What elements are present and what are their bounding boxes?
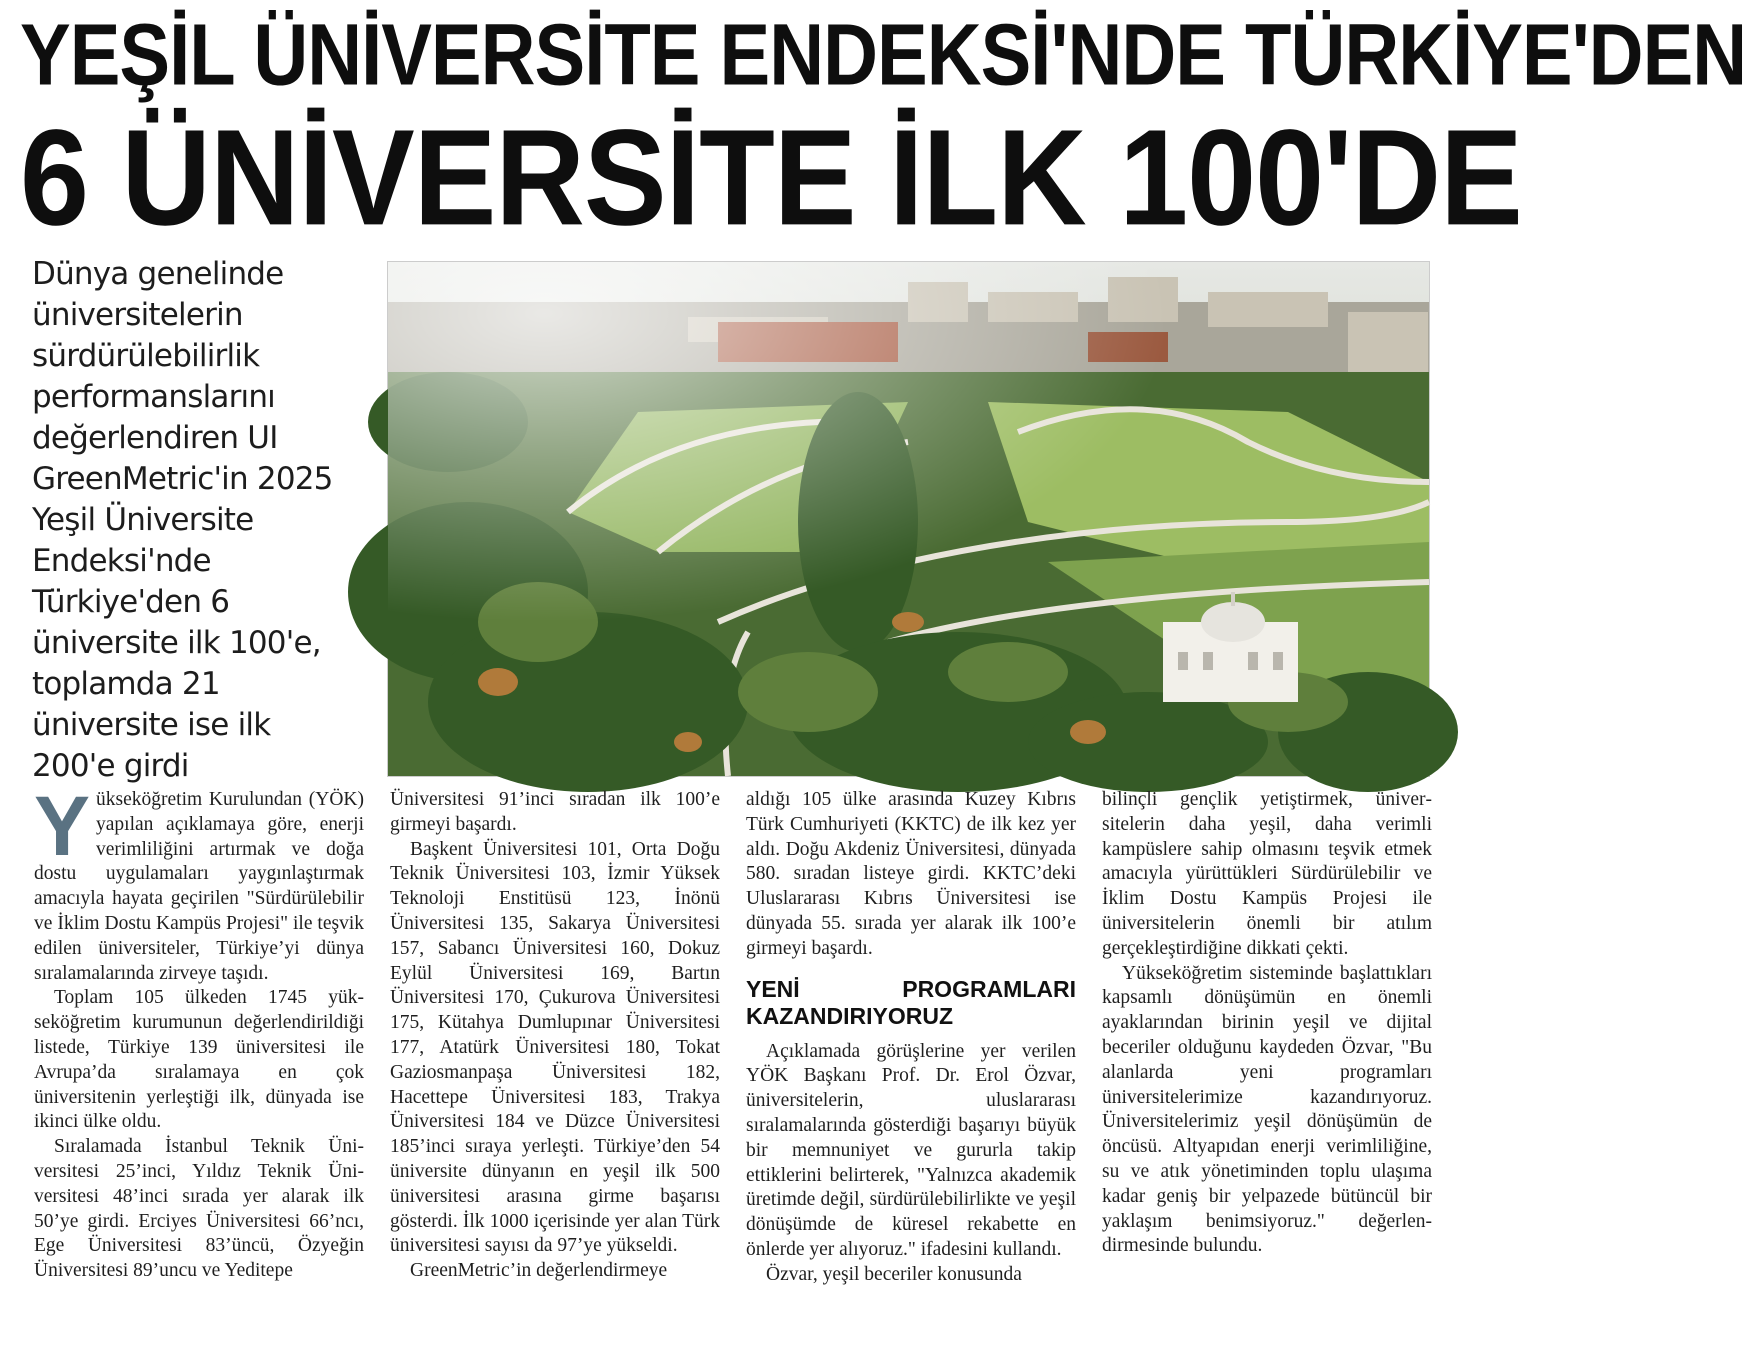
article-paragraph: Başkent Üniversitesi 101, Orta Doğu Teknik Üniversitesi 103, İzmir Yüksek Teknoloji Enstitüsü 123, İnönü Üniversitesi 135, Sakarya Üniversitesi 157, Sabancı Üniversitesi 160, Dokuz Eylül Üniversitesi 169, Bartın Üniversitesi 170, Çukurova Üniversitesi 175, Kütahya Dumlupınar Üniversitesi 177, Atatürk Üniversitesi 180, Tokat Gaziosmanpaşa Üniversitesi 182, Hacettepe Üniversitesi 183, Trakya Üniversitesi 184 ve Düzce Üniversitesi 185’inci sıraya yerleşti. Türkiye’den 54 üniversite dünyanın en yeşil ilk 500 üniversitesi arasına girme başarısı gösterdi. İlk 1000 içerisinde yer alan Türk üniversitesi sayısı da 97’ye yükseldi. <box>390 838 720 1257</box>
article-paragraph: GreenMetric’in değerlendirmeye <box>410 1260 668 1282</box>
aerial-campus-photo <box>387 261 1430 777</box>
deck-line: değerlendiren UI <box>32 420 278 456</box>
drop-cap: Y <box>34 779 91 873</box>
headline-line-1: YEŞİL ÜNİVERSİTE ENDEKSİ'NDE TÜRKİYE'DEN <box>20 6 1746 104</box>
deck-line: Yeşil Üniversite <box>32 502 254 538</box>
deck-line: Dünya genelinde <box>32 256 284 292</box>
article-column-1 <box>34 779 364 1284</box>
deck-line: üniversite ilk 100'e, <box>32 625 321 661</box>
paragraph-text: ükseköğretim Kurulundan (YÖK) yapılan açıklamaya göre, enerji verimliliğini artırmak ve doğa dostu uygulamaları yaygınlaştırmak amacıyla hayata geçirilen "Sürdürülebilir ve İklim Dostu Kampüs Projesi" ile teşvik edilen üniversiteler, Türkiye’yi dünya sıralamalarında zirveye taşıdı. <box>34 789 364 984</box>
article-paragraph: Açıklamada görüşlerine yer verilen YÖK Başkanı Prof. Dr. Erol Özvar, üniversitelerin, uluslararası sıralamalarında gösterdiği başarıyı büyük bir memnuniyet ve gururla takip ettiklerini belirterek, "Yalnızca akademik üretimde değil, sürdürülebilirlikte ve yeşil dönüşümde de küresel rekabette en önlerde yer alıyoruz." ifadesini kullandı. <box>746 1040 1076 1260</box>
deck-line: performanslarını <box>32 379 275 415</box>
article-paragraph: Sıralamada İstanbul Teknik Üniversitesi 25’inci, Yıldız Teknik Üniversitesi 48’inci sırada yer alarak ilk 50’ye girdi. Erciyes Üniversitesi 66’ncı, Ege Üniversitesi 83’üncü, Özyeğin Üniversitesi 89’uncu ve Yeditepe <box>34 1136 364 1282</box>
article-paragraph: Yükseköğretim sisteminde başlattıkları kapsamlı dönüşümün en önemli ayaklarından birinin yeşil ve dijital beceriler olduğunu kaydeden Özvar, "Bu alanlarda yeni programları üniversitelerimize kazandırıyoruz. Üniversitelerimiz yeşil dönüşümün de öncüsü. Altyapıdan enerji verimliliğine, su ve atık yönetiminden toplu ulaşıma kadar geniş bir yelpazede bütüncül bir yaklaşım benimsiyoruz." değerlendirmesinde bulundu. <box>1102 962 1432 1257</box>
article-paragraph: Özvar, yeşil beceriler konusunda <box>766 1263 1022 1285</box>
deck-line: toplamda 21 <box>32 666 220 702</box>
article-paragraph: aldığı 105 ülke arasında Kuzey Kıbrıs Türk Cumhuriyeti (KKTC) de ilk kez yer aldı. Doğu Akdeniz Üniversitesi, dünyada 580. sıradan listeye girdi. KKTC’deki Uluslararası Kıbrıs Üniversitesi ise dünyada 55. sırada yer alarak ilk 100’e girmeyi başardı. <box>746 789 1076 959</box>
deck-line: Endeksi'nde <box>32 543 211 579</box>
headline-line-2: 6 ÜNİVERSİTE İLK 100'DE <box>20 102 1522 255</box>
article-paragraph <box>34 779 364 986</box>
deck-line: üniversite ise ilk <box>32 707 271 743</box>
deck-summary <box>32 254 377 787</box>
section-subhead: YENİ PROGRAMLARI KAZANDIRIYORUZ <box>746 975 1076 1029</box>
article-paragraph: Üniversitesi 91’inci sıradan ilk 100’e girmeyi başardı. <box>390 789 720 835</box>
article-column-2 <box>390 788 720 1284</box>
deck-line: Türkiye'den 6 <box>32 584 230 620</box>
deck-line: sürdürülebilirlik <box>32 338 260 374</box>
article-paragraph: Toplam 105 ülkeden 1745 yükseköğretim kurumunun değerlendirildiği listede, Türkiye 139 üniversitesi ile Avrupa’da sıralamaya en çok üniversitenin yerleştiği ilk, dünyada ise ikinci ülke oldu. <box>34 987 364 1133</box>
article-column-3 <box>746 788 1076 1288</box>
article-paragraph: bilinçli gençlik yetiştirmek, üniversitelerin daha yeşil, daha verimli kampüslere sahip olmasını teşvik etmek amacıyla yürüttükleri Sürdürülebilir ve İklim Dostu Kampüs Projesi ile üniversitelerin önemli bir atılım gerçekleştirdiğine dikkati çekti. <box>1102 789 1432 959</box>
deck-line: GreenMetric'in 2025 <box>32 461 333 497</box>
deck-line: 200'e girdi <box>32 748 189 784</box>
article-column-4 <box>1102 788 1432 1259</box>
deck-line: üniversitelerin <box>32 297 243 333</box>
